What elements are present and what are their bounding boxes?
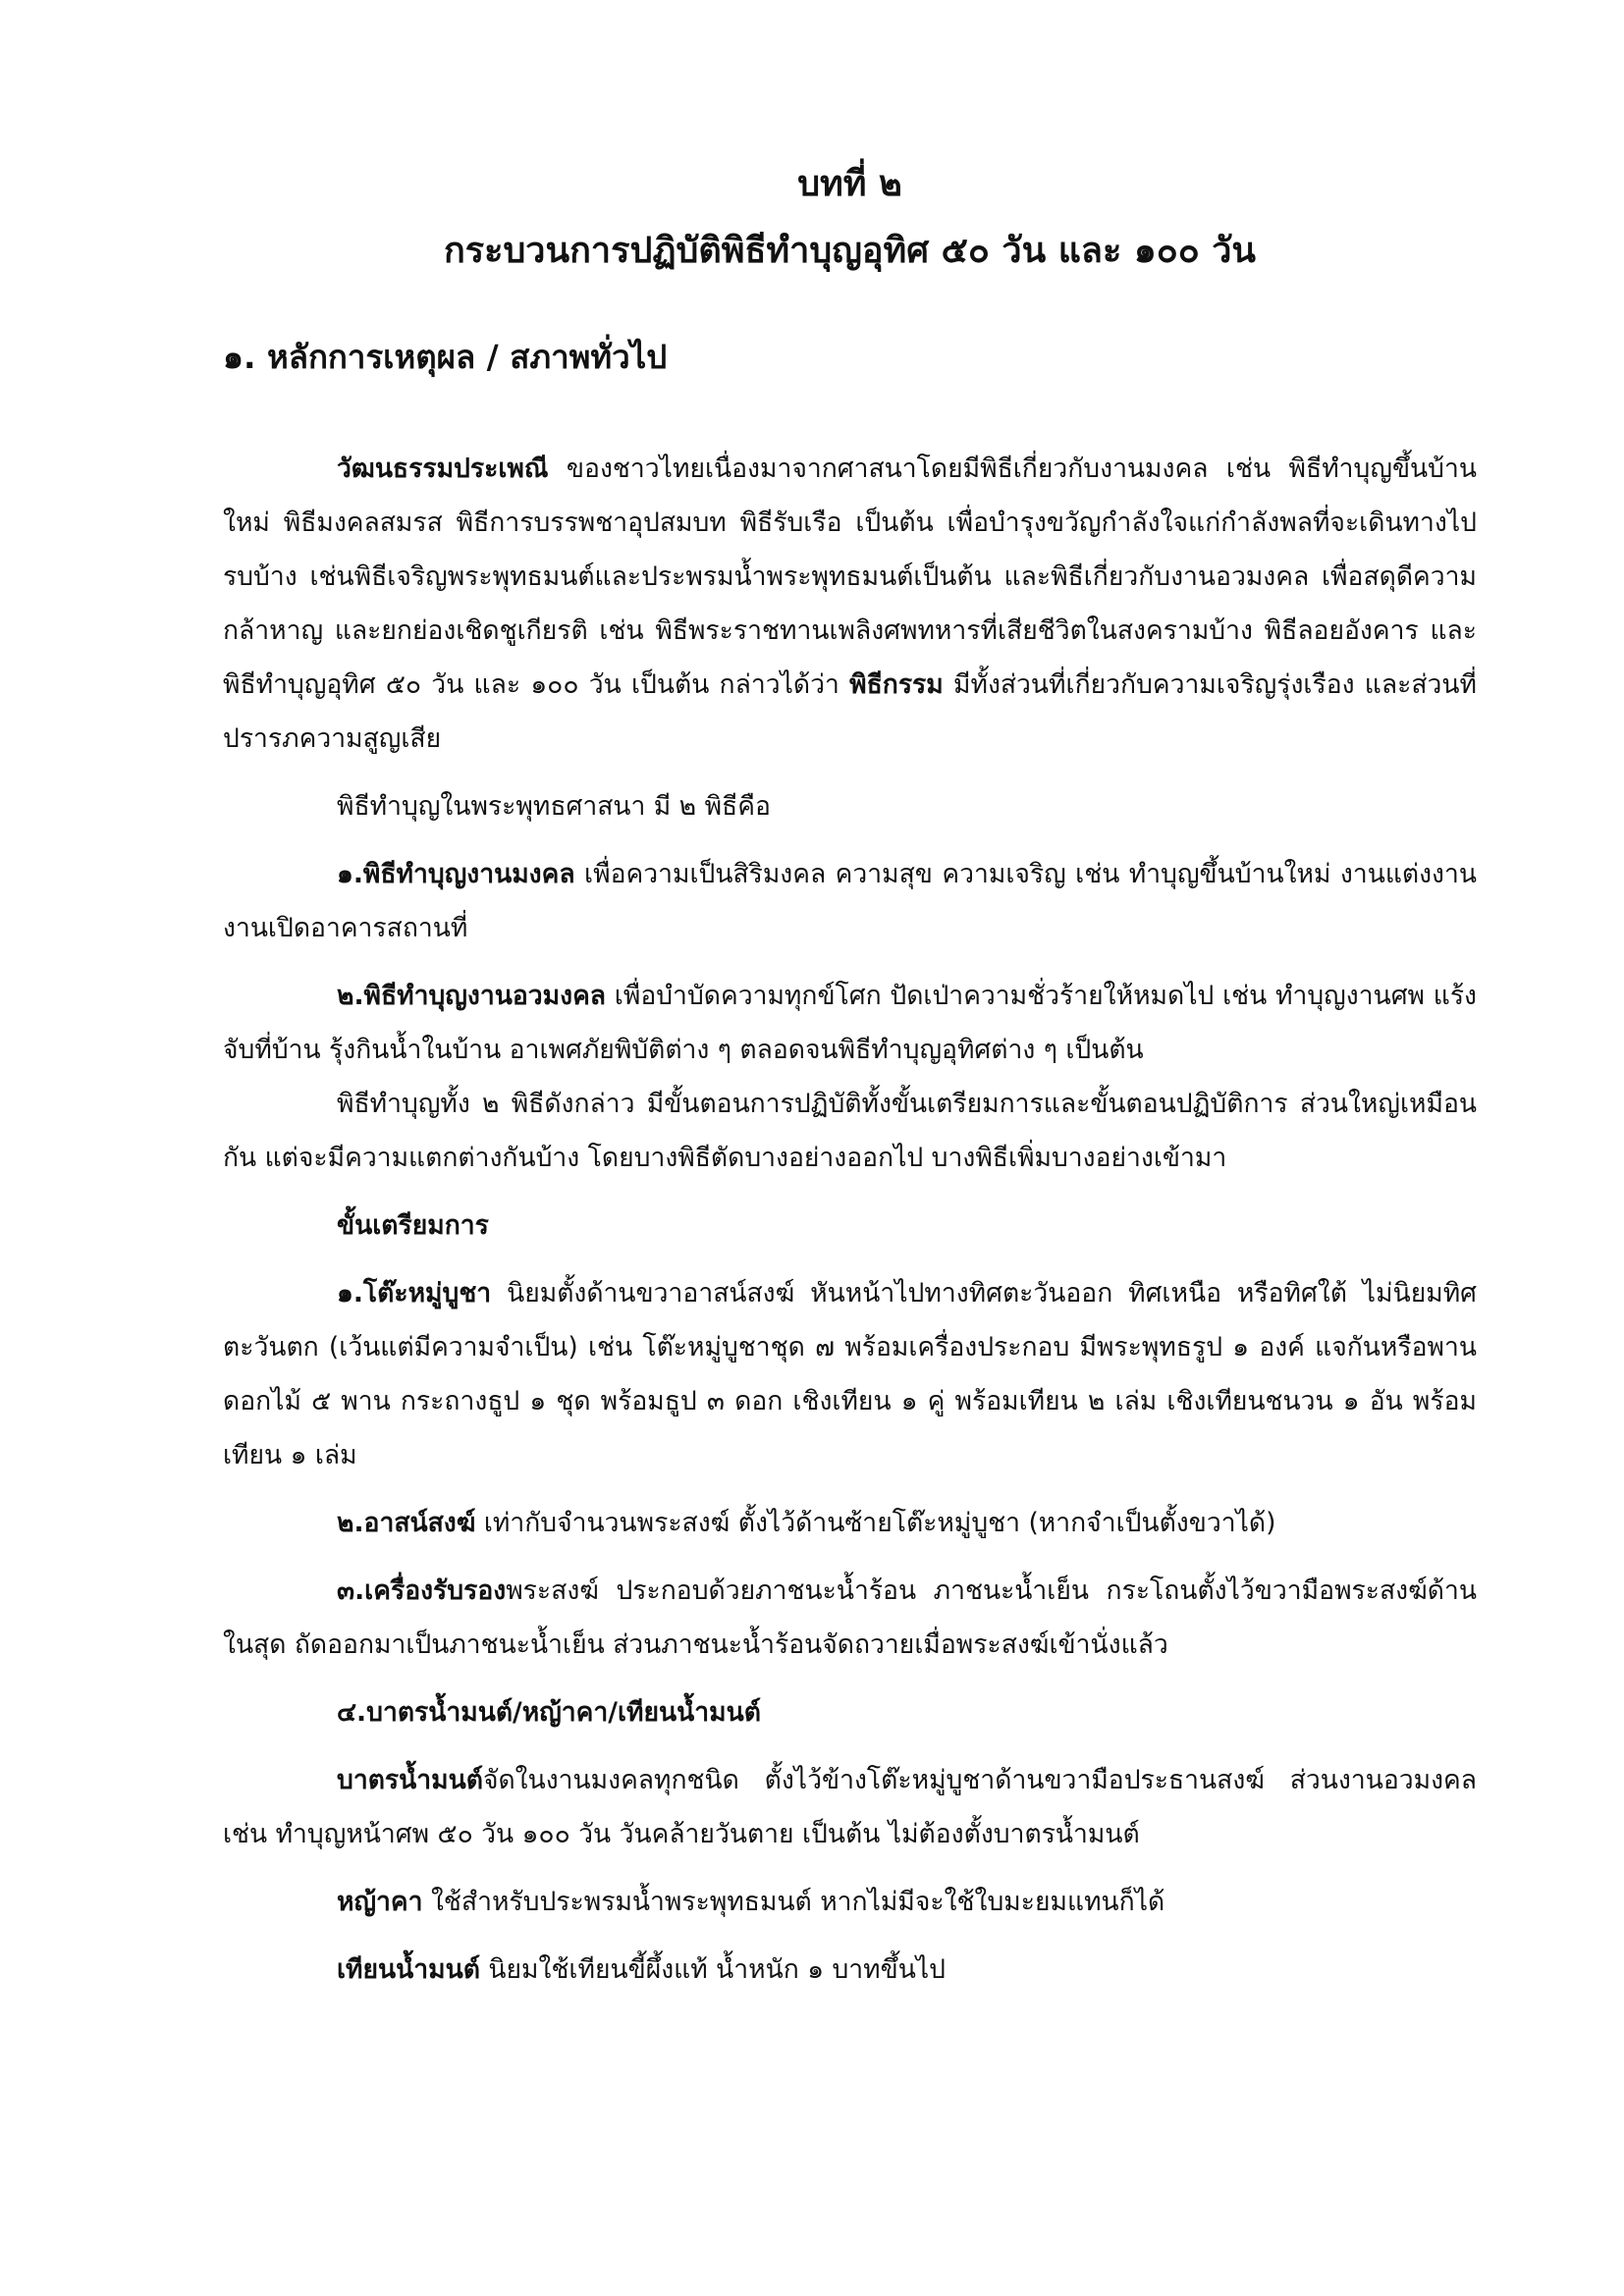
paragraph-candle-title: เทียนน้ำมนต์ (337, 1954, 480, 1985)
paragraph-holy-water-heading (223, 1685, 1477, 1739)
paragraph-auspicious-title: ๑.พิธีทำบุญงานมงคล (337, 859, 575, 889)
paragraph-holy-water-bowl-title: บาตรน้ำมนต์ (337, 1765, 483, 1795)
paragraph-monk-seats-text: เท่ากับจำนวนพระสงฆ์ ตั้งไว้ด้านซ้ายโต๊ะหมู่บูชา (หากจำเป็นตั้งขวาได้) (475, 1508, 1276, 1538)
paragraph-steps-text: พิธีทำบุญทั้ง ๒ พิธีดังกล่าว มีขั้นตอนการปฏิบัติทั้งขั้นเตรียมการและขั้นตอนปฏิบัติการ ส่วนใหญ่เหมือนกัน แต่จะมีความแตกต่างกันบ้าง โดยบางพิธีตัดบางอย่างออกไป บางพิธีเพิ่มบางอย่างเข้ามา (223, 1089, 1477, 1173)
paragraph-reception-title: ๓.เครื่องรับรอง (337, 1575, 507, 1606)
paragraph-grass-text: ใช้สำหรับประพรมน้ำพระพุทธมนต์ หากไม่มีจะใช้ใบมะยมแทนก็ได้ (422, 1887, 1165, 1917)
paragraph-reception (223, 1564, 1477, 1672)
paragraph-auspicious-text: เพื่อความเป็นสิริมงคล ความสุข ความเจริญ เช่น ทำบุญขึ้นบ้านใหม่ งานแต่งงาน งานเปิดอาคารสถานที่ (223, 859, 1477, 943)
paragraph-inauspicious-text: เพื่อบำบัดความทุกข์โศก ปัดเป่าความชั่วร้ายให้หมดไป เช่น ทำบุญงานศพ แร้งจับที่บ้าน รุ้งกินน้ำในบ้าน อาเพศภัยพิบัติต่าง ๆ ตลอดจนพิธีทำบุญอุทิศต่าง ๆ เป็นต้น (223, 981, 1477, 1065)
paragraph-inauspicious-title: ๒.พิธีทำบุญงานอวมงคล (337, 981, 607, 1011)
paragraph-steps (223, 1077, 1477, 1185)
paragraph-inauspicious (223, 969, 1477, 1077)
paragraph-altar-text: นิยมตั้งด้านขวาอาสน์สงฆ์ หันหน้าไปทางทิศตะวันออก ทิศเหนือ หรือทิศใต้ ไม่นิยมทิศตะวันตก (เว้นแต่มีความจำเป็น) เช่น โต๊ะหมู่บูชาชุด ๗ พร้อมเครื่องประกอบ มีพระพุทธรูป ๑ องค์ แจกันหรือพานดอกไม้ ๕ พาน กระถางธูป ๑ ชุด พร้อมธูป ๓ ดอก เชิงเทียน ๑ คู่ พร้อมเทียน ๒ เล่ม เชิงเทียนชนวน ๑ อัน พร้อมเทียน ๑ เล่ม (223, 1278, 1477, 1470)
section-heading: ๑. หลักการเหตุผล / สภาพทั่วไป (223, 338, 668, 376)
paragraph-monk-seats (223, 1496, 1477, 1550)
paragraph-altar (223, 1266, 1477, 1482)
paragraph-holy-water-heading-text: ๔.บาตรน้ำมนต์/หญ้าคา/เทียนน้ำมนต์ (337, 1697, 761, 1728)
paragraph-culture (223, 442, 1477, 766)
paragraph-culture-text-a: ของชาวไทยเนื่องมาจากศาสนาโดยมีพิธีเกี่ยวกับงานมงคล เช่น พิธีทำบุญขึ้นบ้านใหม่ พิธีมงคลสมรส พิธีการบรรพชาอุปสมบท พิธีรับเรือ เป็นต้น เพื่อบำรุงขวัญกำลังใจแก่กำลังพลที่จะเดินทางไปรบบ้าง เช่นพิธีเจริญพระพุทธมนต์และประพรมน้ำพระพุทธมนต์เป็นต้น และพิธีเกี่ยวกับงานอวมงคล เพื่อสดุดีความกล้าหาญ และยกย่องเชิดชูเกียรติ เช่น พิธีพระราชทานเพลิงศพทหารที่เสียชีวิตในสงครามบ้าง พิธีลอยอังคาร และพิธีทำบุญอุทิศ ๕๐ วัน และ ๑๐๐ วัน เป็นต้น กล่าวได้ว่า (223, 454, 1477, 700)
paragraph-altar-title: ๑.โต๊ะหมู่บูชา (337, 1278, 492, 1308)
paragraph-holy-water-bowl (223, 1753, 1477, 1861)
chapter-title: กระบวนการปฏิบัติพิธีทำบุญอุทิศ ๕๐ วัน และ ๑๐๐ วัน (443, 231, 1257, 271)
paragraph-monk-seats-title: ๒.อาสน์สงฆ์ (337, 1508, 476, 1538)
paragraph-grass (223, 1875, 1477, 1929)
paragraph-grass-title: หญ้าคา (337, 1887, 423, 1917)
paragraph-culture-lead: วัฒนธรรมประเพณี (337, 454, 549, 484)
paragraph-auspicious (223, 847, 1477, 955)
paragraph-culture-text-b: มีทั้งส่วนที่เกี่ยวกับความเจริญรุ่งเรือง และส่วนที่ปรารภความสูญเสีย (223, 669, 1478, 754)
paragraph-culture-ritual: พิธีกรรม (849, 669, 944, 700)
paragraph-two-ceremonies (223, 779, 1477, 833)
preparation-heading (223, 1199, 1477, 1253)
paragraph-holy-water-bowl-text: จัดในงานมงคลทุกชนิด ตั้งไว้ข้างโต๊ะหมู่บูชาด้านขวามือประธานสงฆ์ ส่วนงานอวมงคลเช่น ทำบุญหน้าศพ ๕๐ วัน ๑๐๐ วัน วันคล้ายวันตาย เป็นต้น ไม่ต้องตั้งบาตรน้ำมนต์ (223, 1765, 1477, 1849)
paragraph-reception-text: พระสงฆ์ ประกอบด้วยภาชนะน้ำร้อน ภาชนะน้ำเย็น กระโถนตั้งไว้ขวามือพระสงฆ์ด้านในสุด ถัดออกมาเป็นภาชนะน้ำเย็น ส่วนภาชนะน้ำร้อนจัดถวายเมื่อพระสงฆ์เข้านั่งแล้ว (223, 1575, 1477, 1660)
paragraph-candle-text: นิยมใช้เทียนขี้ผึ้งแท้ น้ำหนัก ๑ บาทขึ้นไป (479, 1954, 946, 1985)
paragraph-candle (223, 1943, 1477, 1997)
paragraph-two-ceremonies-text: พิธีทำบุญในพระพุทธศาสนา มี ๒ พิธีคือ (337, 791, 771, 822)
preparation-heading-text: ขั้นเตรียมการ (337, 1210, 489, 1241)
chapter-number: บทที่ ๒ (797, 164, 902, 204)
